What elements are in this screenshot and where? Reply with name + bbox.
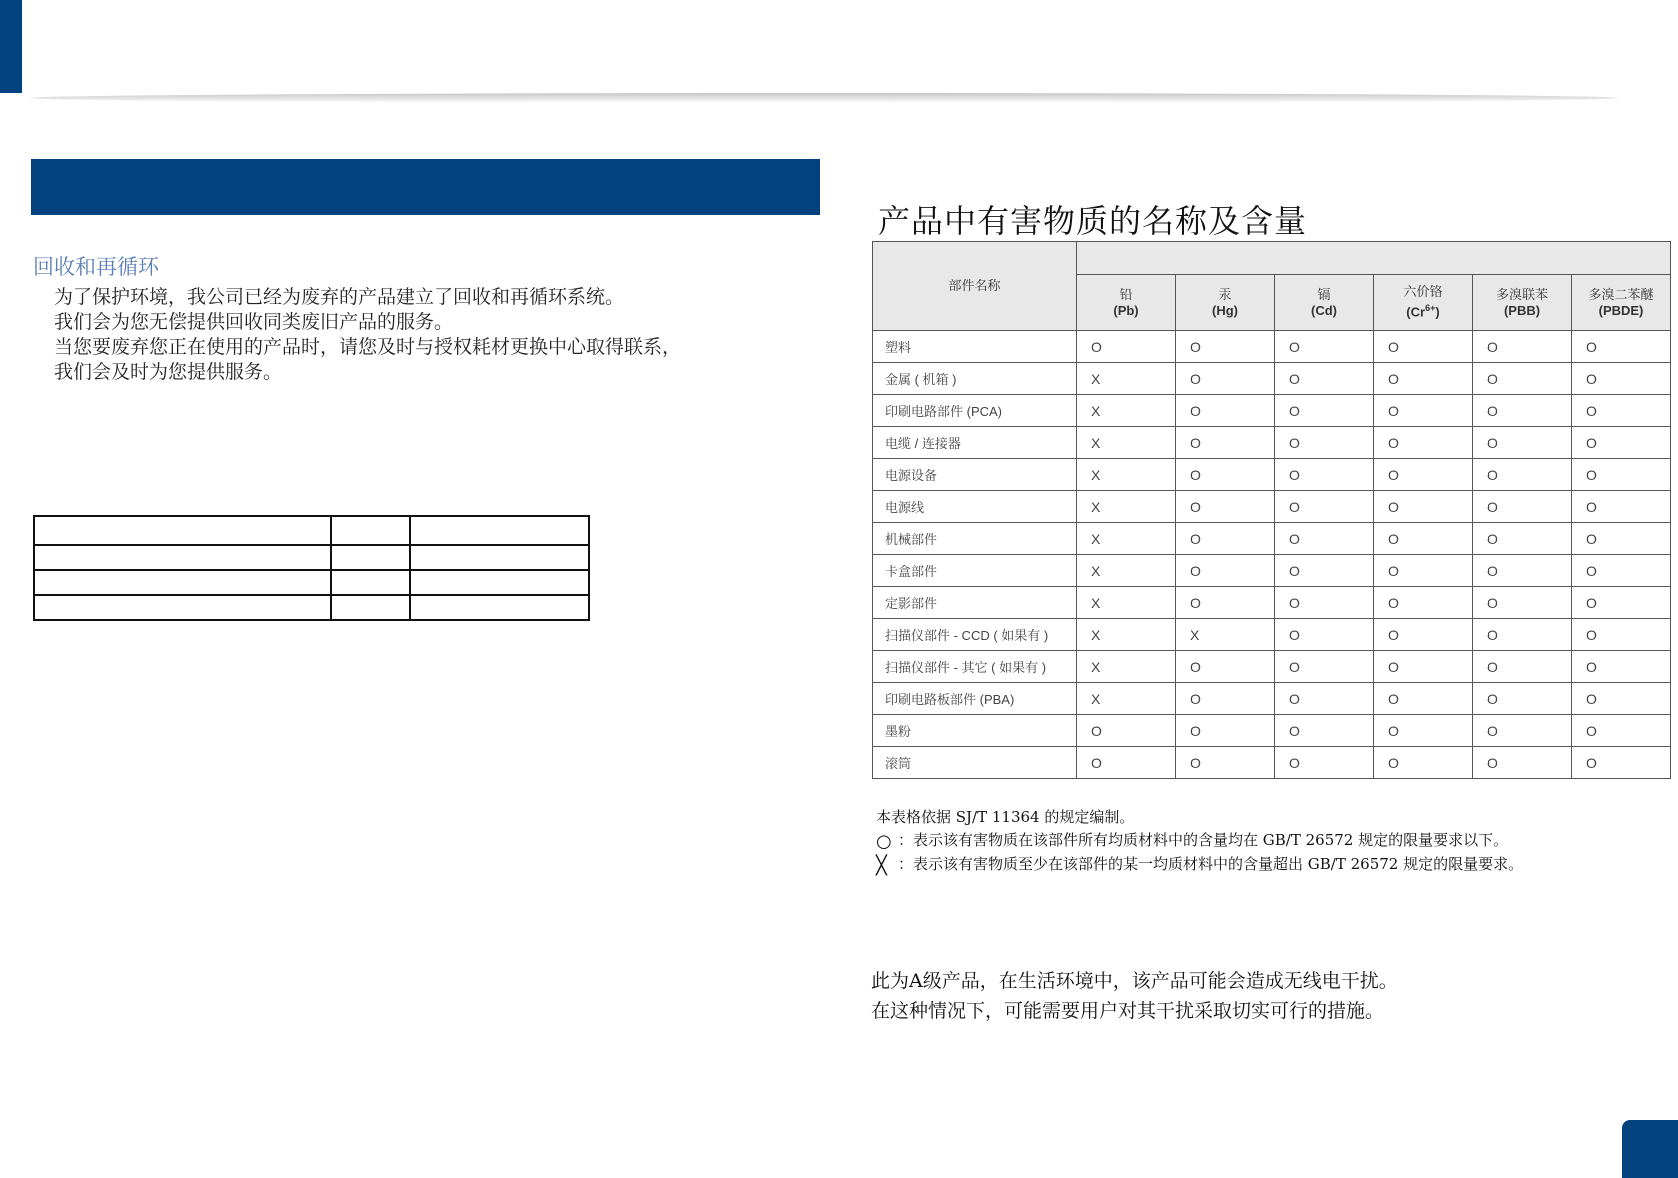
- table-row: [873, 651, 1671, 683]
- table-row: [873, 523, 1671, 555]
- substance-mark-cell: X: [1077, 523, 1176, 555]
- substance-mark-cell: O: [1572, 427, 1671, 459]
- substance-mark-cell: O: [1176, 715, 1275, 747]
- substance-mark-cell: O: [1374, 619, 1473, 651]
- substance-mark-cell: O: [1077, 747, 1176, 779]
- substance-mark-cell: O: [1077, 331, 1176, 363]
- substance-mark-cell: O: [1572, 683, 1671, 715]
- substance-mark-cell: O: [1275, 363, 1374, 395]
- recycling-line: 为了保护环境，我公司已经为废弃的产品建立了回收和再循环系统。: [54, 286, 625, 308]
- substance-mark-cell: O: [1572, 459, 1671, 491]
- part-name-header: 部件名称: [873, 242, 1077, 331]
- substance-mark-cell: O: [1275, 683, 1374, 715]
- substance-header: [1374, 275, 1473, 331]
- substance-mark-cell: O: [1077, 715, 1176, 747]
- substance-mark-cell: X: [1077, 363, 1176, 395]
- substance-mark-cell: O: [1176, 363, 1275, 395]
- note-circle: [876, 829, 1523, 853]
- substance-mark-cell: O: [1572, 523, 1671, 555]
- substance-mark-cell: O: [1572, 651, 1671, 683]
- substance-mark-cell: O: [1572, 715, 1671, 747]
- substance-mark-cell: O: [1275, 715, 1374, 747]
- hazard-substance-table: [872, 241, 1671, 779]
- recycling-line: 我们会为您无偿提供回收同类废旧产品的服务。: [54, 311, 454, 333]
- substance-mark-cell: O: [1176, 523, 1275, 555]
- cross-icon: ╳: [876, 855, 887, 876]
- substance-name: 汞: [1218, 286, 1232, 302]
- note-cross: [876, 853, 1523, 877]
- recycling-line: 当您要废弃您正在使用的产品时，请您及时与授权耗材更换中心取得联系，: [54, 336, 682, 358]
- part-name-cell: 电源线: [873, 491, 1077, 523]
- substance-mark-cell: O: [1572, 331, 1671, 363]
- substance-mark-cell: O: [1473, 747, 1572, 779]
- substance-name: 多溴二苯醚: [1588, 286, 1654, 302]
- substance-mark-cell: O: [1374, 331, 1473, 363]
- part-name-cell: 印刷电路板部件 (PBA): [873, 683, 1077, 715]
- hazard-notes: [876, 806, 1523, 877]
- hazard-table-body: [873, 331, 1671, 779]
- substance-mark-cell: X: [1077, 427, 1176, 459]
- substance-mark-cell: O: [1176, 459, 1275, 491]
- substance-mark-cell: O: [1176, 331, 1275, 363]
- page-number-tab[interactable]: [1622, 1120, 1678, 1178]
- table-row: [34, 570, 589, 595]
- substance-mark-cell: O: [1473, 555, 1572, 587]
- substance-mark-cell: X: [1077, 587, 1176, 619]
- substance-mark-cell: O: [1473, 395, 1572, 427]
- substance-mark-cell: X: [1077, 651, 1176, 683]
- substance-mark-cell: O: [1572, 587, 1671, 619]
- part-name-cell: 扫描仪部件 - CCD ( 如果有 ): [873, 619, 1077, 651]
- substance-mark-cell: O: [1572, 619, 1671, 651]
- substance-mark-cell: O: [1374, 715, 1473, 747]
- substance-mark-cell: X: [1077, 683, 1176, 715]
- part-name-cell: 机械部件: [873, 523, 1077, 555]
- part-name-cell: 定影部件: [873, 587, 1077, 619]
- substance-mark-cell: O: [1374, 395, 1473, 427]
- hazard-table-title: 产品中有害物质的名称及含量: [878, 202, 1308, 240]
- substance-mark-cell: O: [1473, 683, 1572, 715]
- class-a-line: 此为A级产品，在生活环境中，该产品可能会造成无线电干扰。: [871, 970, 1398, 992]
- table-row: [873, 459, 1671, 491]
- substance-mark-cell: O: [1275, 619, 1374, 651]
- substance-mark-cell: O: [1374, 683, 1473, 715]
- note-circle-text: ：表示该有害物质在该部件所有均质材料中的含量均在 GB/T 26572 规定的限量要求以下。: [898, 831, 1509, 849]
- substance-mark-cell: O: [1275, 523, 1374, 555]
- table-row: [34, 545, 589, 570]
- substance-mark-cell: O: [1473, 651, 1572, 683]
- part-name-cell: 扫描仪部件 - 其它 ( 如果有 ): [873, 651, 1077, 683]
- table-row: [873, 555, 1671, 587]
- substance-header: [1473, 275, 1572, 331]
- substance-mark-cell: O: [1275, 395, 1374, 427]
- substance-mark-cell: O: [1176, 747, 1275, 779]
- substance-mark-cell: O: [1275, 491, 1374, 523]
- class-a-statement: [871, 966, 1398, 1026]
- table-row: [34, 516, 589, 545]
- substance-mark-cell: O: [1473, 619, 1572, 651]
- substance-group-header: [1077, 242, 1671, 275]
- substance-mark-cell: O: [1374, 651, 1473, 683]
- substance-mark-cell: O: [1176, 651, 1275, 683]
- substance-name: 镉: [1317, 286, 1331, 302]
- substance-mark-cell: O: [1572, 491, 1671, 523]
- substance-mark-cell: O: [1572, 363, 1671, 395]
- table-row: [873, 747, 1671, 779]
- substance-mark-cell: X: [1077, 395, 1176, 427]
- table-row: [34, 595, 589, 620]
- substance-mark-cell: O: [1176, 555, 1275, 587]
- substance-mark-cell: O: [1176, 491, 1275, 523]
- substance-mark-cell: O: [1572, 395, 1671, 427]
- substance-header: [1077, 275, 1176, 331]
- part-name-cell: 电源设备: [873, 459, 1077, 491]
- substance-mark-cell: O: [1473, 363, 1572, 395]
- recycling-line: 我们会及时为您提供服务。: [54, 361, 283, 383]
- header-rule: [30, 93, 1618, 103]
- substance-symbol: $(Cr^{6+})$: [1406, 303, 1440, 320]
- table-row: [873, 395, 1671, 427]
- section-header-bar: [31, 159, 820, 215]
- substance-symbol: (Cd): [1311, 302, 1337, 318]
- substance-name: 六价铬: [1403, 284, 1443, 300]
- part-name-cell: 滚筒: [873, 747, 1077, 779]
- substance-mark-cell: O: [1473, 587, 1572, 619]
- substance-mark-cell: O: [1473, 491, 1572, 523]
- substance-mark-cell: O: [1176, 427, 1275, 459]
- substance-mark-cell: X: [1077, 491, 1176, 523]
- part-name-cell: 电缆 / 连接器: [873, 427, 1077, 459]
- substance-symbol: (PBB): [1503, 302, 1541, 318]
- substance-mark-cell: O: [1572, 555, 1671, 587]
- table-row: [873, 587, 1671, 619]
- part-name-cell: 金属 ( 机箱 ): [873, 363, 1077, 395]
- note-cross-text: ：表示该有害物质至少在该部件的某一均质材料中的含量超出 GB/T 26572 规定的限量要求。: [898, 855, 1524, 873]
- substance-name: 多溴联苯: [1495, 286, 1548, 302]
- substance-mark-cell: O: [1275, 331, 1374, 363]
- note-basis: 本表格依据 SJ/T 11364 的规定编制。: [876, 808, 1135, 826]
- substance-mark-cell: O: [1473, 715, 1572, 747]
- substance-mark-cell: O: [1374, 555, 1473, 587]
- substance-mark-cell: O: [1473, 331, 1572, 363]
- substance-mark-cell: O: [1473, 523, 1572, 555]
- corner-tab: [0, 0, 22, 93]
- substance-mark-cell: O: [1374, 747, 1473, 779]
- part-name-cell: 墨粉: [873, 715, 1077, 747]
- substance-symbol: (Pb): [1113, 302, 1139, 318]
- class-a-line: 在这种情况下，可能需要用户对其干扰采取切实可行的措施。: [871, 1000, 1385, 1022]
- substance-mark-cell: O: [1473, 427, 1572, 459]
- substance-mark-cell: O: [1572, 747, 1671, 779]
- substance-mark-cell: O: [1275, 747, 1374, 779]
- circle-icon: ○: [876, 831, 892, 852]
- substance-mark-cell: O: [1176, 587, 1275, 619]
- substance-header: [1572, 275, 1671, 331]
- recycling-body: [54, 285, 681, 385]
- substance-mark-cell: O: [1176, 395, 1275, 427]
- part-name-cell: 印刷电路部件 (PCA): [873, 395, 1077, 427]
- substance-mark-cell: O: [1374, 363, 1473, 395]
- table-header-row: [873, 242, 1671, 275]
- substance-mark-cell: X: [1176, 619, 1275, 651]
- table-row: [873, 331, 1671, 363]
- empty-table: [33, 515, 590, 621]
- substance-mark-cell: X: [1077, 619, 1176, 651]
- substance-name: 铅: [1119, 286, 1133, 302]
- recycling-title: 回收和再循环: [33, 255, 159, 279]
- substance-mark-cell: O: [1374, 587, 1473, 619]
- substance-mark-cell: O: [1374, 427, 1473, 459]
- substance-mark-cell: O: [1473, 459, 1572, 491]
- substance-mark-cell: O: [1275, 651, 1374, 683]
- substance-symbol: (PBDE): [1598, 302, 1644, 318]
- table-row: [873, 363, 1671, 395]
- part-name-cell: 卡盒部件: [873, 555, 1077, 587]
- table-row: [873, 715, 1671, 747]
- substance-mark-cell: X: [1077, 459, 1176, 491]
- table-row: [873, 427, 1671, 459]
- substance-mark-cell: O: [1374, 459, 1473, 491]
- substance-header: [1176, 275, 1275, 331]
- substance-mark-cell: O: [1374, 523, 1473, 555]
- substance-mark-cell: X: [1077, 555, 1176, 587]
- substance-mark-cell: O: [1176, 683, 1275, 715]
- substance-mark-cell: O: [1275, 555, 1374, 587]
- substance-header: [1275, 275, 1374, 331]
- table-row: [873, 683, 1671, 715]
- table-row: [873, 619, 1671, 651]
- substance-mark-cell: O: [1275, 587, 1374, 619]
- substance-symbol: (Hg): [1212, 302, 1238, 318]
- part-name-cell: 塑料: [873, 331, 1077, 363]
- table-row: [873, 491, 1671, 523]
- substance-mark-cell: O: [1275, 427, 1374, 459]
- substance-mark-cell: O: [1275, 459, 1374, 491]
- substance-mark-cell: O: [1374, 491, 1473, 523]
